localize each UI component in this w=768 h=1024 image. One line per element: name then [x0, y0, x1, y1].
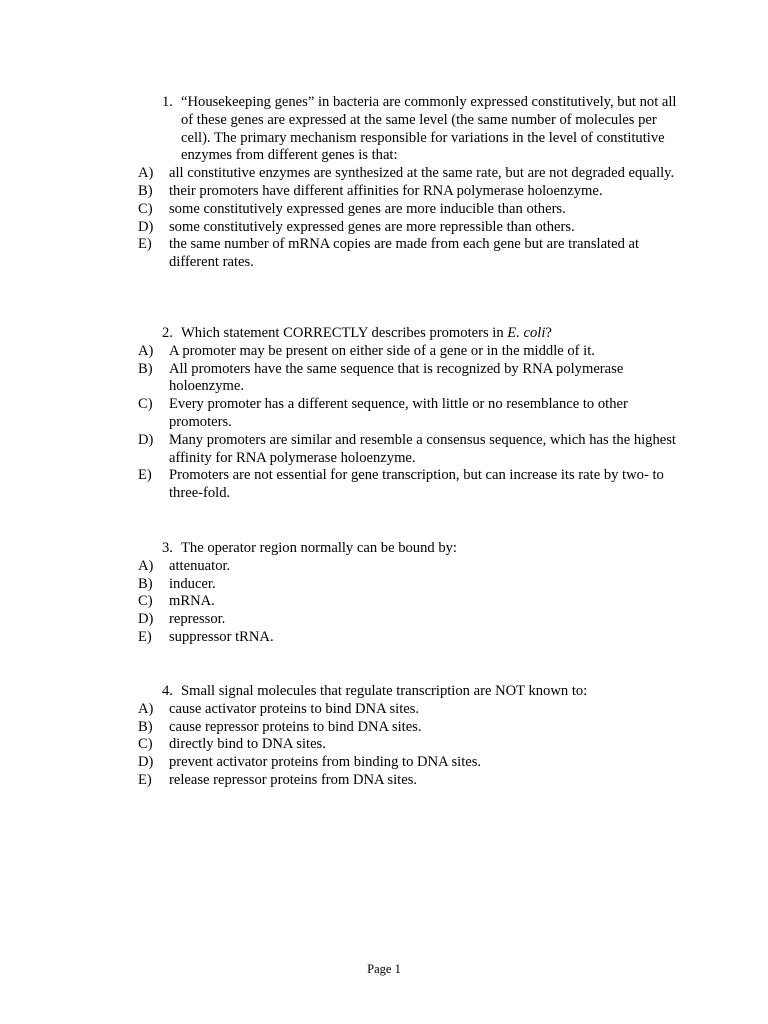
question-number: 3. — [162, 540, 173, 556]
option-letter: D) — [138, 754, 154, 771]
option-text: Every promoter has a different sequence, with little or no resemblance to other promoters. — [169, 396, 628, 430]
option-letter: B) — [138, 718, 153, 735]
answer-options — [138, 558, 678, 647]
option-text: some constitutively expressed genes are more inducible than others. — [169, 200, 566, 217]
option-letter: D) — [138, 611, 154, 628]
option-c — [138, 736, 678, 754]
question-3 — [138, 540, 678, 647]
option-text: prevent activator proteins from binding to DNA sites. — [169, 754, 482, 771]
option-text: all constitutive enzymes are synthesized at the same rate, but are not degraded equally. — [169, 165, 675, 182]
answer-options — [138, 701, 678, 790]
option-b — [138, 576, 678, 594]
option-text: mRNA. — [169, 593, 215, 610]
question-number: 1. — [162, 94, 173, 110]
option-letter: B) — [138, 575, 153, 592]
answer-options — [138, 343, 678, 503]
option-text: the same number of mRNA copies are made from each gene but are translated at different rates. — [169, 236, 640, 271]
option-letter: E) — [138, 236, 152, 253]
question-text-start: Which statement CORRECTLY describes promoters in — [181, 325, 508, 341]
option-b — [138, 361, 678, 397]
option-letter: D) — [138, 431, 154, 448]
question-2 — [138, 325, 678, 503]
answer-options — [138, 165, 678, 272]
question-1 — [138, 94, 678, 272]
option-d — [138, 611, 678, 629]
question-4 — [138, 683, 678, 790]
option-letter: E) — [138, 771, 152, 788]
option-text: Many promoters are similar and resemble a consensus sequence, which has the highest affinity for RNA polymerase holoenzyme. — [169, 431, 676, 466]
option-letter: C) — [138, 200, 153, 217]
question-number: 2. — [162, 325, 173, 341]
option-a — [138, 558, 678, 576]
option-letter: C) — [138, 736, 153, 753]
option-d — [138, 754, 678, 772]
option-text: suppressor tRNA. — [169, 628, 274, 645]
option-letter: A) — [138, 557, 154, 574]
option-text: attenuator. — [169, 557, 231, 574]
option-c — [138, 201, 678, 219]
option-a — [138, 701, 678, 719]
option-text: directly bind to DNA sites. — [169, 736, 326, 753]
option-text: Promoters are not essential for gene transcription, but can increase its rate by two- to three-fold. — [169, 467, 664, 502]
question-number: 4. — [162, 683, 173, 699]
option-letter: E) — [138, 628, 152, 645]
question-stem — [138, 325, 678, 343]
question-text: “Housekeeping genes” in bacteria are commonly expressed constitutively, but not all of these genes are expressed at the same level (the same number of molecules per cell). The primary mechanism responsible for variations in the level of constitutive enzymes from different genes is that: — [181, 94, 677, 164]
option-letter: B) — [138, 360, 153, 377]
question-text: The operator region normally can be bound by: — [181, 540, 457, 556]
question-stem — [138, 540, 678, 558]
option-c — [138, 396, 678, 432]
option-text: inducer. — [169, 575, 216, 592]
option-a — [138, 165, 678, 183]
option-text: release repressor proteins from DNA sites. — [169, 771, 418, 788]
option-letter: A) — [138, 342, 154, 359]
option-d — [138, 432, 678, 468]
option-e — [138, 236, 678, 272]
option-letter: A) — [138, 165, 154, 182]
option-a — [138, 343, 678, 361]
option-e — [138, 629, 678, 647]
option-text: A promoter may be present on either side of a gene or in the middle of it. — [169, 342, 595, 359]
question-text — [181, 325, 552, 341]
question-stem — [138, 683, 678, 701]
option-e — [138, 467, 678, 503]
option-b — [138, 719, 678, 737]
option-letter: C) — [138, 396, 153, 413]
option-letter: D) — [138, 218, 154, 235]
option-text: cause activator proteins to bind DNA sites. — [169, 700, 420, 717]
question-text-end: ? — [545, 325, 552, 341]
question-stem — [138, 94, 678, 165]
option-b — [138, 183, 678, 201]
option-d — [138, 219, 678, 237]
option-letter: E) — [138, 467, 152, 484]
option-letter: B) — [138, 182, 153, 199]
option-text: repressor. — [169, 611, 226, 628]
option-text: cause repressor proteins to bind DNA sites. — [169, 718, 422, 735]
organism-name: E. coli — [507, 325, 546, 341]
option-text: some constitutively expressed genes are more repressible than others. — [169, 218, 575, 235]
option-text: their promoters have different affinities for RNA polymerase holoenzyme. — [169, 182, 603, 199]
option-e — [138, 772, 678, 790]
option-letter: A) — [138, 700, 154, 717]
option-c — [138, 593, 678, 611]
question-text: Small signal molecules that regulate transcription are NOT known to: — [181, 683, 588, 699]
option-text: All promoters have the same sequence that is recognized by RNA polymerase holoenzyme. — [169, 360, 624, 395]
page-number: Page 1 — [367, 962, 401, 976]
option-letter: C) — [138, 593, 153, 610]
